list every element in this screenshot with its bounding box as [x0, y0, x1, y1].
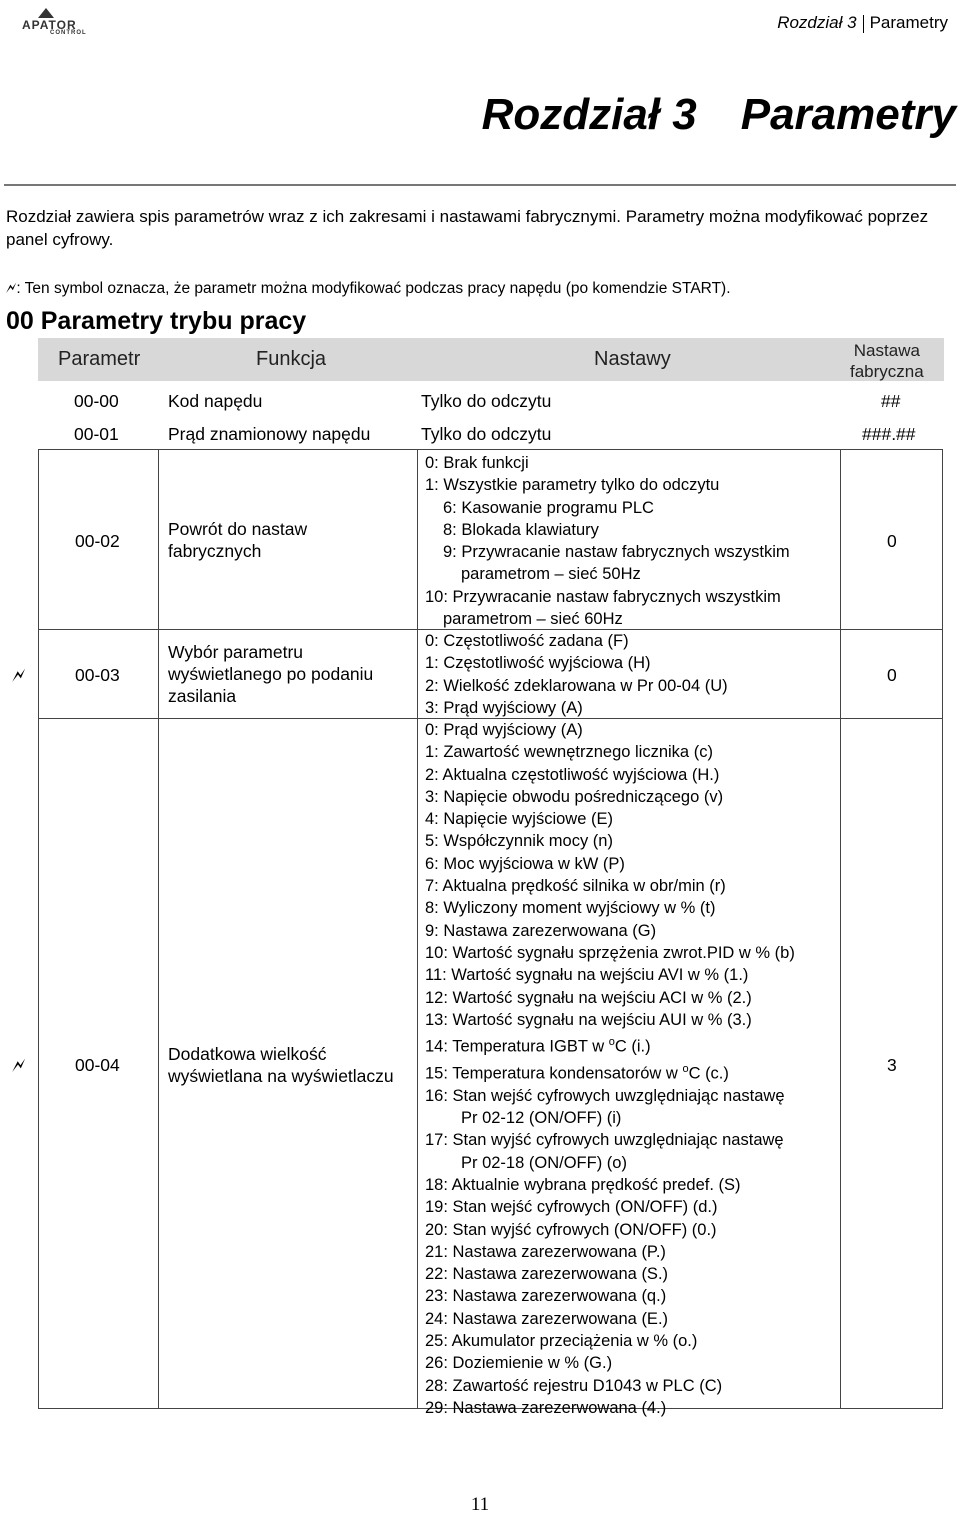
option-item: 2: Wielkość zdeklarowana w Pr 00-04 (U) — [425, 676, 728, 695]
header-nastawa-fabryczna — [850, 340, 924, 382]
option-item: 0: Częstotliwość zadana (F) — [425, 632, 629, 650]
header-nastawy: Nastawy — [594, 348, 671, 370]
option-item: 4: Napięcie wyjściowe (E) — [425, 810, 613, 829]
running-header-section: Parametry — [869, 13, 948, 32]
options-00-03 — [425, 630, 728, 719]
option-item: 6: Moc wyjściowa w kW (P) — [425, 854, 625, 873]
option-item: 23: Nastawa zarezerwowana (q.) — [425, 1287, 667, 1306]
option-item: 29: Nastawa zarezerwowana (4.) — [425, 1398, 667, 1417]
row-settings: Tylko do odczytu — [421, 424, 552, 444]
row-default: ###.## — [862, 424, 916, 444]
option-item: parametrom – sieć 50Hz — [461, 565, 641, 584]
symbol-note-text: : Ten symbol oznacza, że parametr można modyfikować podczas pracy napędu (po komendzie START). — [16, 280, 731, 297]
degree-superscript: o — [682, 1062, 689, 1075]
table-row-00-01 — [38, 418, 944, 450]
option-item: 24: Nastawa zarezerwowana (E.) — [425, 1309, 669, 1328]
option-item: 2: Aktualna częstotliwość wyjściowa (H.) — [425, 765, 720, 784]
option-item: 16: Stan wejść cyfrowych uwzględniając nastawę — [425, 1086, 785, 1105]
function-line: Wybór parametru — [168, 642, 304, 662]
apator-logo — [8, 6, 92, 36]
running-header-chapter: Rozdział 3 — [777, 13, 857, 32]
option-item: 21: Nastawa zarezerwowana (P.) — [425, 1242, 666, 1261]
option-item: 26: Doziemienie w % (G.) — [425, 1354, 613, 1373]
default-00-03: 0 — [887, 665, 897, 685]
default-00-02: 0 — [887, 531, 897, 551]
param-00-04: 00-04 — [75, 1055, 120, 1075]
option-item: 1: Częstotliwość wyjściowa (H) — [425, 654, 651, 673]
option-item: 8: Blokada klawiatury — [443, 520, 599, 539]
option-item: 7: Aktualna prędkość silnika w obr/min (r) — [425, 877, 726, 896]
running-header — [777, 13, 948, 33]
header-nastawa-line2: fabryczna — [850, 362, 924, 381]
option-item: 19: Stan wejść cyfrowych (ON/OFF) (d.) — [425, 1198, 718, 1217]
option-item: 1: Zawartość wewnętrznego licznika (c) — [425, 743, 713, 762]
option-item: 0: Brak funkcji — [425, 454, 529, 472]
options-00-04 — [425, 719, 795, 1419]
col-divider — [840, 449, 841, 1409]
option-item: 0: Prąd wyjściowy (A) — [425, 721, 583, 739]
option-item: 1: Wszystkie parametry tylko do odczytu — [425, 476, 720, 495]
options-00-02 — [425, 452, 790, 630]
option-item: 10: Wartość sygnału sprzężenia zwrot.PID w % (b) — [425, 943, 795, 962]
logo-subtext: CONTROL — [50, 30, 87, 36]
title-divider — [4, 184, 956, 186]
row-param: 00-01 — [74, 424, 119, 444]
option-item: 11: Wartość sygnału na wejściu AVI w % (1.) — [425, 966, 749, 985]
row-function: Prąd znamionowy napędu — [168, 424, 371, 444]
option-item: 9: Nastawa zarezerwowana (G) — [425, 921, 657, 940]
page-title — [482, 90, 956, 140]
row-function: Kod napędu — [168, 391, 263, 411]
function-line: fabrycznych — [168, 541, 262, 561]
page-title-chapter: Rozdział 3 — [481, 90, 697, 139]
option-item: 14: Temperatura IGBT w $^o$C (i.) — [425, 1036, 651, 1056]
row-settings: Tylko do odczytu — [421, 391, 552, 411]
option-item: 8: Wyliczony moment wyjściowy w % (t) — [425, 899, 716, 918]
option-item: 3: Prąd wyjściowy (A) — [425, 698, 583, 717]
option-item: 9: Przywracanie nastaw fabrycznych wszystkim — [443, 543, 790, 562]
symbol-note — [6, 279, 731, 298]
row-default: ## — [881, 391, 901, 411]
lightning-icon: 🗲 — [12, 663, 26, 687]
function-00-02 — [168, 518, 307, 562]
col-divider — [158, 449, 159, 1409]
option-item: 12: Wartość sygnału na wejściu ACI w % (2.) — [425, 988, 752, 1007]
function-line: wyświetlana na wyświetlaczu — [168, 1066, 394, 1086]
table-header — [38, 338, 944, 381]
default-00-04: 3 — [887, 1055, 897, 1075]
page-number: 11 — [470, 1494, 490, 1515]
col-divider — [417, 449, 418, 1409]
option-item: 28: Zawartość rejestru D1043 w PLC (C) — [425, 1376, 723, 1395]
table-row-00-00 — [38, 385, 944, 417]
function-00-04 — [168, 1043, 394, 1087]
param-00-03: 00-03 — [75, 665, 120, 685]
function-line: Dodatkowa wielkość — [168, 1044, 327, 1064]
intro-paragraph: Rozdział zawiera spis parametrów wraz z ich zakresami i nastawami fabrycznymi. Parametry można modyfikować poprzez panel cyfrowy. — [6, 207, 929, 249]
section-title: 00 Parametry trybu pracy — [6, 307, 307, 335]
option-item: 6: Kasowanie programu PLC — [443, 498, 654, 517]
function-line: Powrót do nastaw — [168, 519, 308, 539]
option-item: parametrom – sieć 60Hz — [443, 610, 623, 629]
function-line: wyświetlanego po podaniu — [168, 664, 374, 684]
page-title-name: Parametry — [740, 90, 956, 139]
option-item: 18: Aktualnie wybrana prędkość predef. (S) — [425, 1175, 741, 1194]
header-separator — [863, 15, 864, 33]
lightning-icon: 🗲 — [6, 279, 17, 297]
param-00-02: 00-02 — [75, 531, 120, 551]
header-parametr: Parametr — [58, 348, 141, 370]
option-item: Pr 02-12 (ON/OFF) (i) — [461, 1109, 622, 1128]
lightning-icon: 🗲 — [12, 1053, 26, 1077]
option-item: 25: Akumulator przeciążenia w % (o.) — [425, 1332, 698, 1351]
option-item: 5: Współczynnik mocy (n) — [425, 832, 613, 851]
option-item: 10: Przywracanie nastaw fabrycznych wszystkim — [425, 587, 781, 606]
function-line: zasilania — [168, 686, 237, 706]
logo-text: APATOR — [22, 18, 77, 32]
option-item: Pr 02-18 (ON/OFF) (o) — [461, 1153, 627, 1172]
row-param: 00-00 — [74, 391, 119, 411]
degree-superscript: o — [608, 1036, 615, 1049]
option-item: 15: Temperatura kondensatorów w $^o$C (c.) — [425, 1062, 729, 1083]
option-item: 22: Nastawa zarezerwowana (S.) — [425, 1265, 669, 1284]
header-funkcja: Funkcja — [256, 348, 327, 370]
option-item: 20: Stan wyjść cyfrowych (ON/OFF) (0.) — [425, 1220, 717, 1239]
function-00-03 — [168, 641, 373, 707]
option-item: 17: Stan wyjść cyfrowych uwzględniając nastawę — [425, 1131, 784, 1150]
option-item: 13: Wartość sygnału na wejściu AUI w % (3.) — [425, 1010, 752, 1029]
header-nastawa-line1: Nastawa — [853, 341, 920, 360]
option-item: 3: Napięcie obwodu pośredniczącego (v) — [425, 787, 724, 806]
